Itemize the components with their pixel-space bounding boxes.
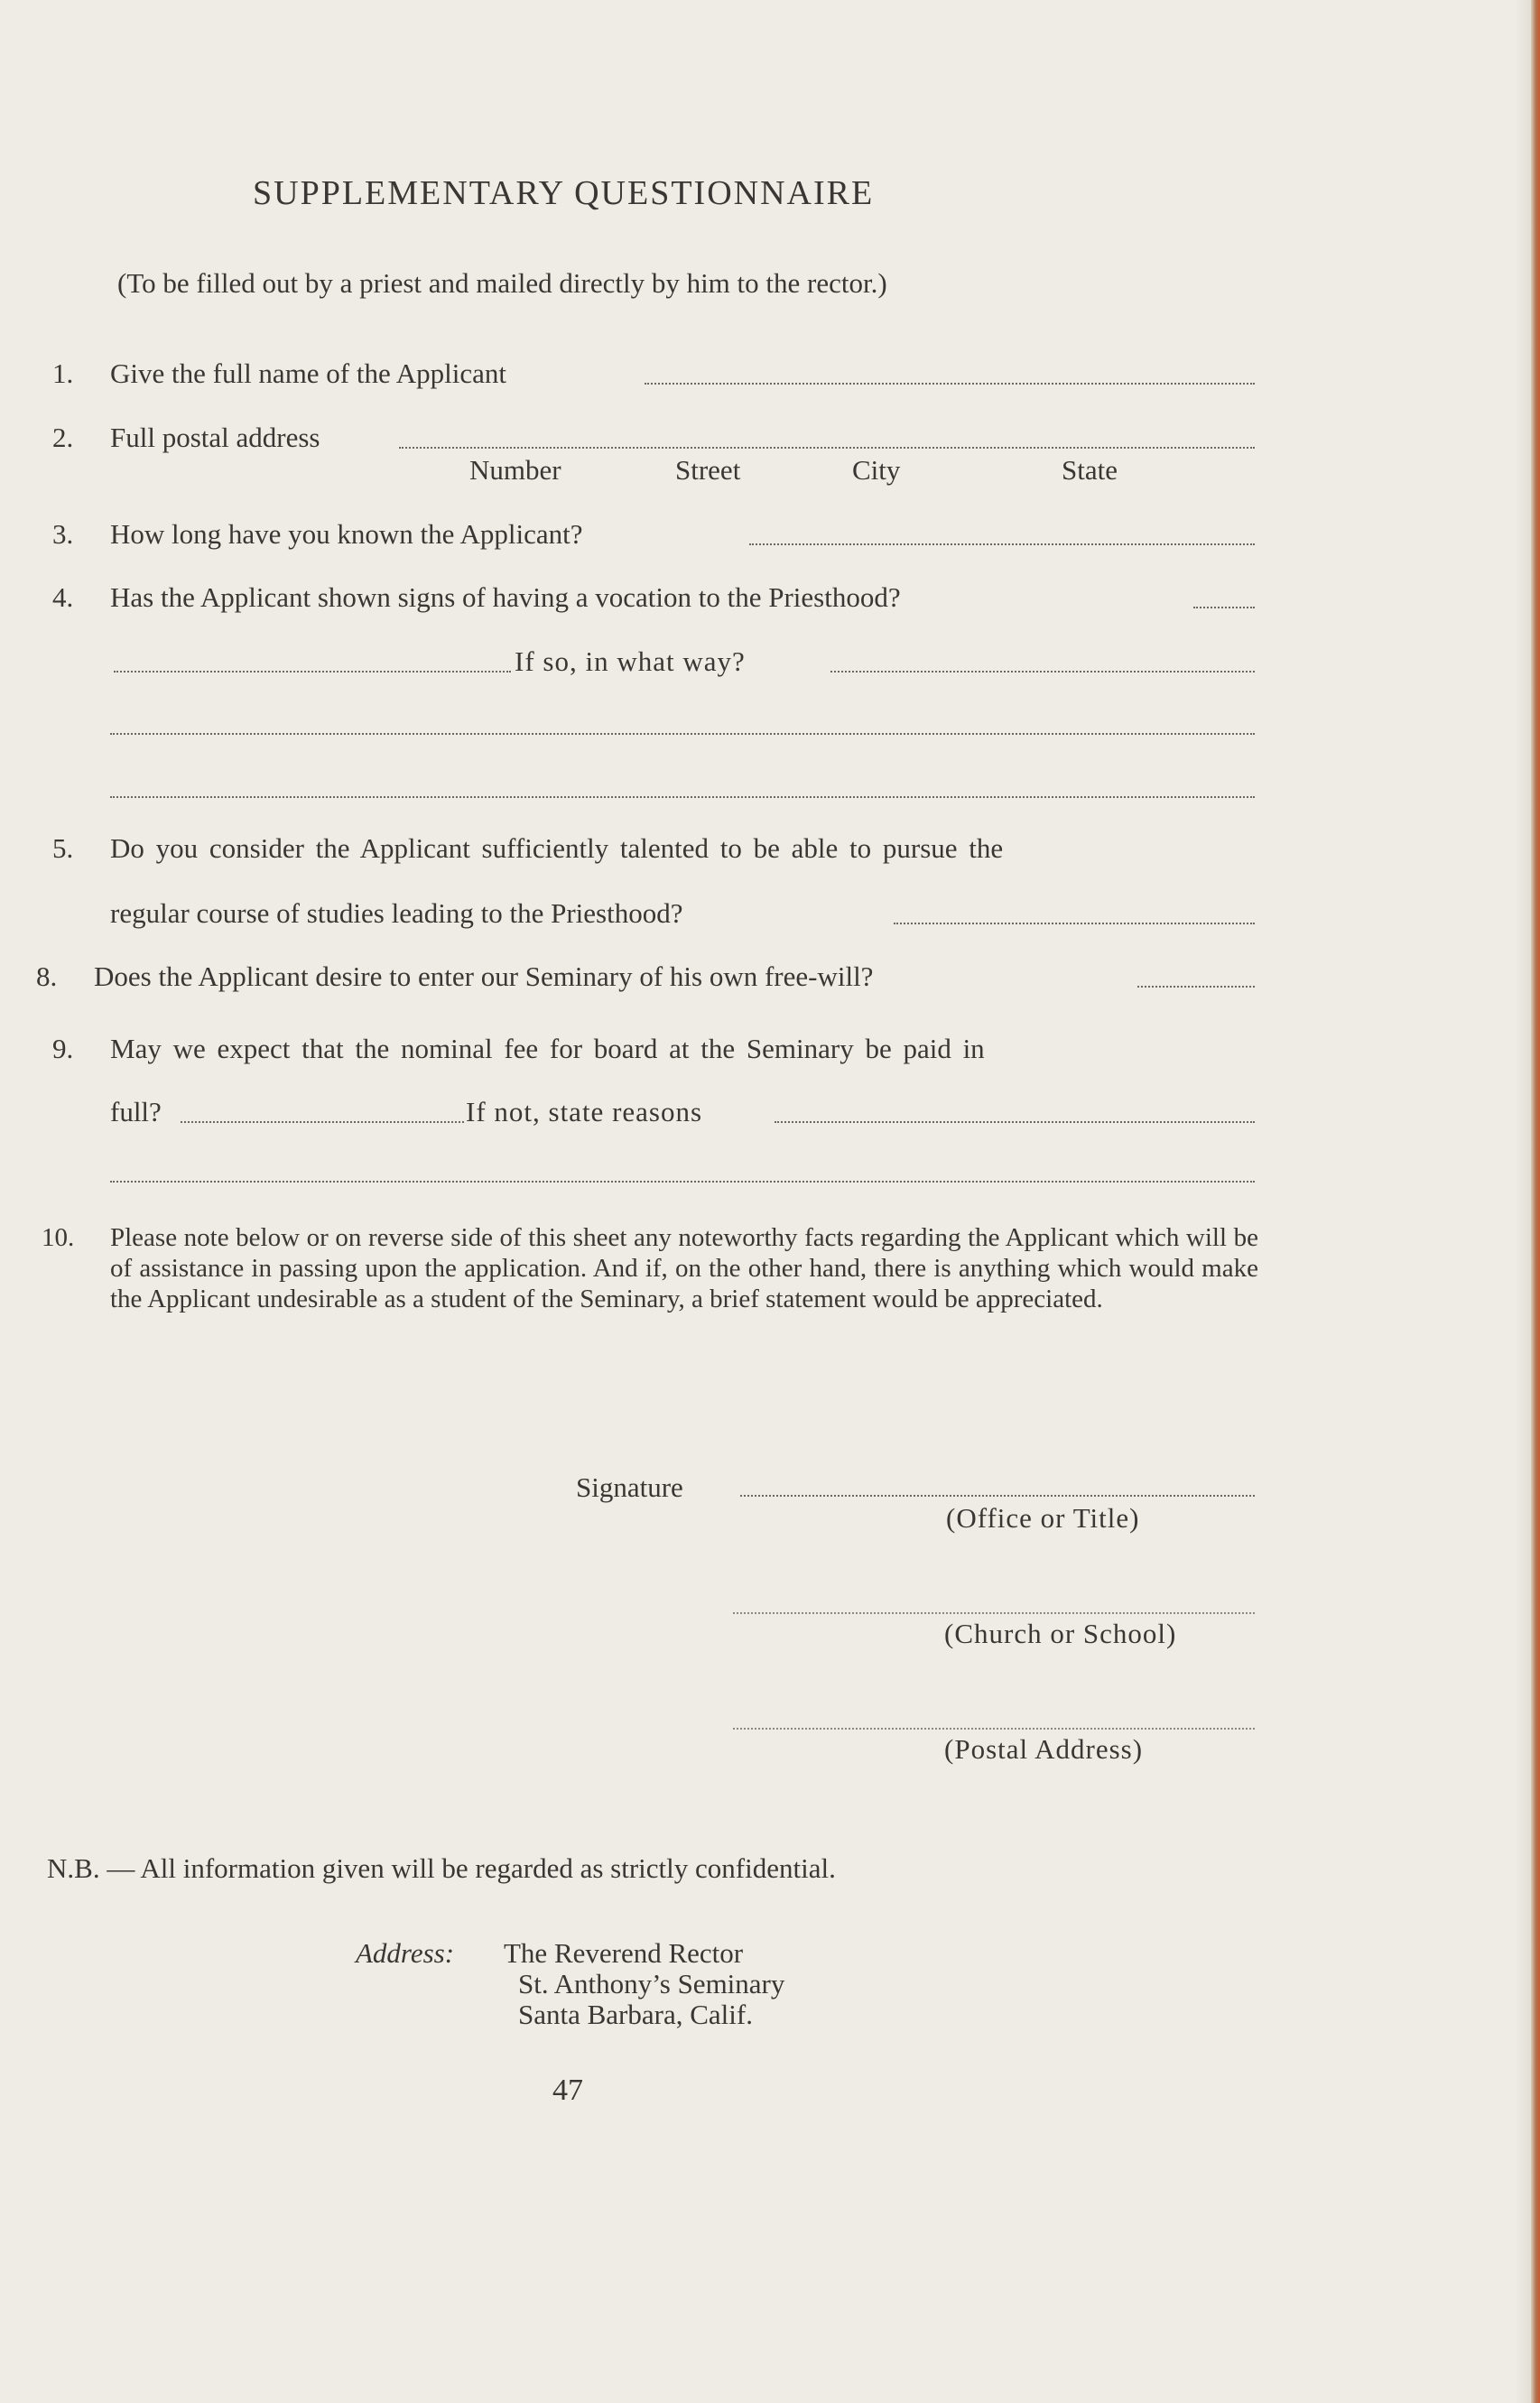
q5-label-line1: Do you consider the Applicant sufficiently talented to be able to pursue the: [110, 832, 1004, 864]
q3-answer-line[interactable]: [749, 543, 1255, 545]
q1-answer-line[interactable]: [645, 383, 1255, 385]
q1-label: Give the full name of the Applicant: [110, 357, 507, 389]
q2-sublabel-number: Number: [469, 454, 561, 486]
q4-followup-label: If so, in what way?: [515, 645, 746, 677]
q9-reasons-line[interactable]: [775, 1121, 1255, 1123]
q10-number: 10.: [42, 1223, 75, 1252]
address-line-1: The Reverend Rector: [504, 1937, 744, 1969]
q4-answer-line-2[interactable]: [114, 671, 511, 673]
q4-number: 4.: [52, 581, 74, 613]
page-edge: [1531, 0, 1540, 2403]
postal-address-caption: (Postal Address): [944, 1733, 1144, 1765]
q4-followup-line-2[interactable]: [110, 733, 1255, 735]
q2-answer-line[interactable]: [399, 447, 1255, 449]
church-school-caption: (Church or School): [944, 1618, 1177, 1649]
address-line-3: Santa Barbara, Calif.: [518, 1999, 753, 2030]
address-label: Address:: [356, 1937, 455, 1969]
q9-label-line1: May we expect that the nominal fee for board at the Seminary be paid in: [110, 1033, 985, 1064]
q9-label-full: full?: [110, 1096, 162, 1127]
q4-label: Has the Applicant shown signs of having a vocation to the Priesthood?: [110, 581, 901, 613]
q2-sublabel-street: Street: [675, 454, 741, 486]
q3-number: 3.: [52, 518, 74, 550]
q10-instructions: Please note below or on reverse side of this sheet any noteworthy facts regarding the Applicant which will be of assistance in passing upon the application. And if, on the other hand, there is anything which would make the Applicant undesirable as a student of the Seminary, a brief statement would be appreciated.: [110, 1223, 1258, 1313]
signature-line[interactable]: [740, 1495, 1255, 1497]
q8-number: 8.: [36, 960, 58, 992]
office-title-caption: (Office or Title): [946, 1502, 1140, 1534]
q2-label: Full postal address: [110, 422, 320, 453]
q8-label: Does the Applicant desire to enter our Seminary of his own free-will?: [94, 960, 874, 992]
page-shadow: [1515, 0, 1531, 2403]
q9-reasons-label: If not, state reasons: [466, 1096, 703, 1127]
page-title: SUPPLEMENTARY QUESTIONNAIRE: [253, 174, 875, 212]
q3-label: How long have you known the Applicant?: [110, 518, 583, 550]
q4-followup-line-3[interactable]: [110, 796, 1255, 798]
q5-answer-line[interactable]: [894, 923, 1255, 924]
q5-number: 5.: [52, 832, 74, 864]
q8-answer-line[interactable]: [1137, 986, 1255, 988]
instructions: (To be filled out by a priest and mailed directly by him to the rector.): [117, 267, 887, 299]
address-line-2: St. Anthony’s Seminary: [518, 1968, 785, 1999]
signature-label: Signature: [576, 1471, 683, 1503]
q4-answer-line[interactable]: [1193, 607, 1255, 608]
postal-address-line[interactable]: [733, 1728, 1255, 1730]
q2-sublabel-state: State: [1062, 454, 1118, 486]
church-school-line[interactable]: [733, 1612, 1255, 1614]
q2-sublabel-city: City: [852, 454, 901, 486]
q2-number: 2.: [52, 422, 74, 453]
q1-number: 1.: [52, 357, 74, 389]
confidentiality-note: N.B. — All information given will be regarded as strictly confidential.: [47, 1852, 836, 1884]
q4-followup-line[interactable]: [830, 671, 1255, 673]
q5-label-line2: regular course of studies leading to the Priesthood?: [110, 897, 683, 929]
page-number: 47: [552, 2074, 583, 2107]
q9-number: 9.: [52, 1033, 74, 1064]
q9-answer-line[interactable]: [181, 1121, 464, 1123]
q9-reasons-line-2[interactable]: [110, 1181, 1255, 1183]
